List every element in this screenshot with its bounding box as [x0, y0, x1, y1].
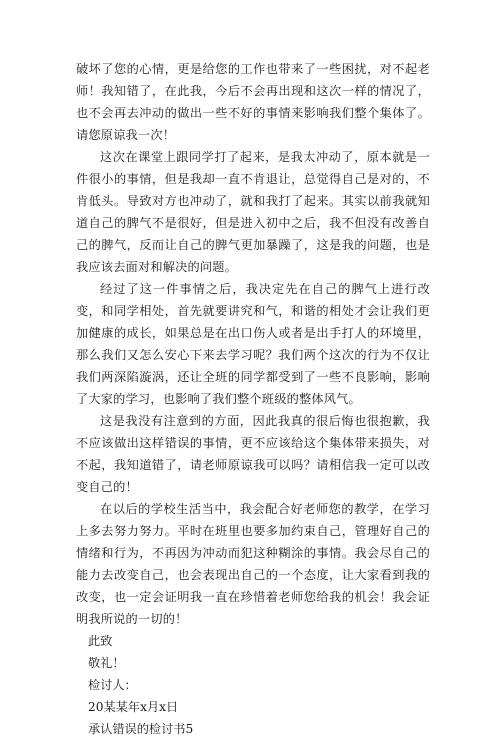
closing-regards: 敬礼！ — [88, 656, 125, 670]
next-document-title: 承认错误的检讨书5 — [88, 722, 194, 736]
closing-salutation: 此致 — [88, 634, 113, 648]
signer-label: 检讨人： — [88, 678, 137, 692]
document-body — [76, 58, 430, 740]
paragraph-2: 这次在课堂上跟同学打了起来，是我太冲动了，原本就是一件很小的事情，但是我却一直不肯退让，总觉得自己是对的，不肯低头。导致对方也冲动了，就和我打了起来。其实以前我就知道自己的脾气不是很好，但是进入初中之后，我不但没有改善自己的脾气，反而让自己的脾气更加暴躁了，这是我的问题，也是我应该去面对和解决的问题。 — [76, 150, 430, 274]
paragraph-1: 破坏了您的心情，更是给您的工作也带来了一些困扰，对不起老师！我知错了，在此我，今后不会再出现和这次一样的情况了，也不会再去冲动的做出一些不好的事情来影响我们整个集体了。请您原谅我一次！ — [76, 62, 430, 142]
paragraph-4: 这是我没有注意到的方面，因此我真的很后悔也很抱歉，我不应该做出这样错误的事情，更不应该给这个集体带来损失，对不起，我知道错了，请老师原谅我可以吗？请相信我一定可以改变自己的！ — [76, 414, 430, 494]
paragraph-3: 经过了这一件事情之后，我决定先在自己的脾气上进行改变，和同学相处，首先就要讲究和气，和谐的相处才会让我们更加健康的成长，如果总是在出口伤人或者是出手打人的环境里，那么我们又怎么安心下来去学习呢？我们两个这次的行为不仅让我们两深陷漩涡，还让全班的同学都受到了一些不良影响，影响了大家的学习，也影响了我们整个班级的整体风气。 — [76, 282, 430, 406]
paragraph-5: 在以后的学校生活当中，我会配合好老师您的教学，在学习上多去努力努力。平时在班里也要多加约束自己，管理好自己的情绪和行为，不再因为冲动而犯这种糊涂的事情。我会尽自己的能力去改变自己，也会表现出自己的一个态度，让大家看到我的改变，也一定会证明我一直在珍惜着老师您给我的机会！我会证明我所说的一切的！ — [76, 502, 430, 626]
signature-date: 20某某年x月x日 — [88, 700, 179, 714]
